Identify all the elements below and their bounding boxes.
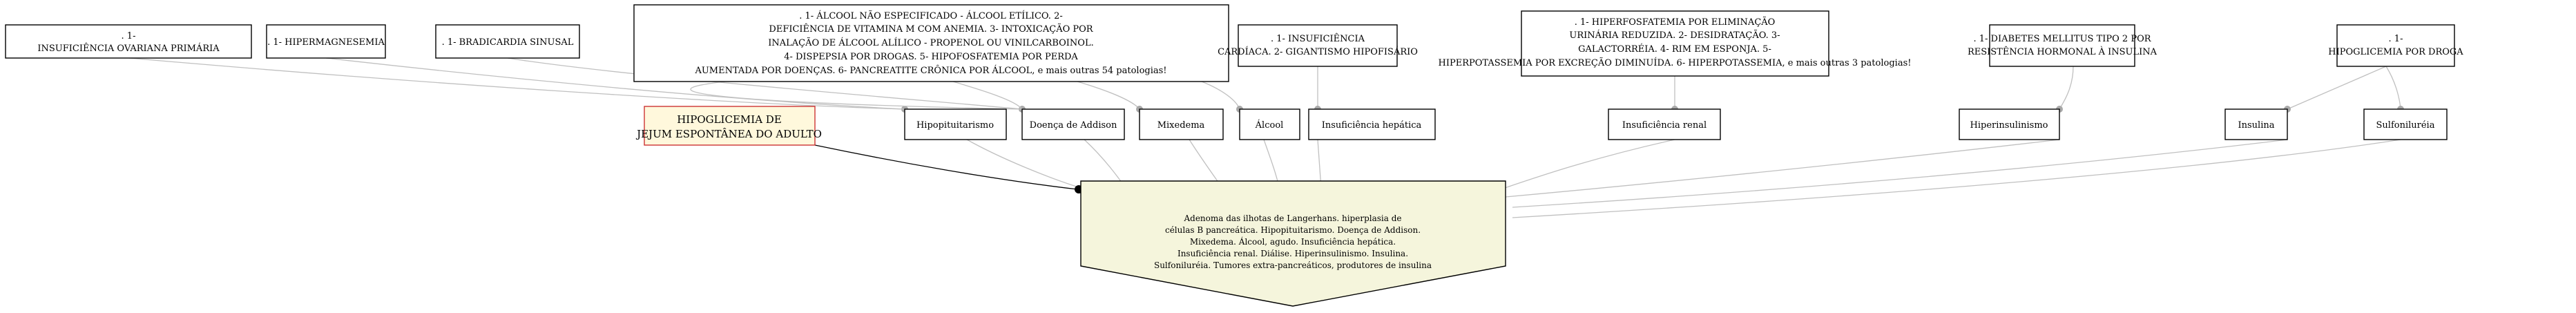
node-line: HIPOGLICEMIA POR DROGA (2328, 47, 2463, 57)
node-line: . 1- INSUFICIÊNCIA (1270, 34, 1365, 44)
node-line: 4- DISPEPSIA POR DROGAS. 5- HIPOFOSFATEMIA POR PERDA (784, 52, 1078, 62)
node-line: . 1- DIABETES MELLITUS TIPO 2 POR (1973, 34, 2151, 44)
main-node[interactable] (635, 106, 822, 145)
cause-node-hepatica[interactable] (1309, 109, 1435, 140)
edge-alcool-mixedema (1077, 82, 1140, 109)
condition-node-ovariana (6, 25, 251, 58)
condition-node-hipermagnesemia (267, 25, 385, 58)
node-label: Mixedema (1157, 120, 1205, 131)
node-label: Doença de Addison (1029, 120, 1117, 131)
cause-node-mixedema[interactable] (1140, 109, 1223, 140)
condition-node-diabetes (1968, 25, 2157, 66)
cause-node-hipopituitarismo[interactable] (905, 109, 1006, 140)
node-line: . 1- HIPERFOSFATEMIA POR ELIMINAÇÃO (1574, 17, 1776, 28)
result-node-line: Sulfoniluréia. Tumores extra-pancreáticos, produtores de insulina (1153, 260, 1432, 270)
node-label: Insulina (2238, 120, 2275, 131)
node-line: . 1- ÁLCOOL NÃO ESPECIFICADO - ÁLCOOL ETÍLICO. 2- (799, 11, 1063, 21)
cause-node-insulina[interactable] (2225, 109, 2287, 140)
cause-node-sulfonilureia[interactable] (2364, 109, 2447, 140)
cause-node-addison[interactable] (1022, 109, 1124, 140)
node-box (2337, 25, 2454, 66)
node-line: . 1- HIPERMAGNESEMIA (267, 37, 385, 48)
node-label: Hiperinsulinismo (1970, 120, 2048, 131)
node-line: . 1- BRADICARDIA SINUSAL (441, 37, 574, 48)
node-label: Insuficiência hepática (1321, 120, 1422, 131)
node-line: . 1- (121, 31, 136, 41)
result-node-line: Insuficiência renal. Diálise. Hiperinsulinismo. Insulina. (1177, 249, 1409, 258)
result-node-line: Adenoma das ilhotas de Langerhans. hiperplasia de (1184, 214, 1402, 223)
main-node-line: JEJUM ESPONTÂNEA DO ADULTO (637, 128, 822, 140)
node-label: Sulfoniluréia (2376, 120, 2435, 131)
node-line: DEFICIÊNCIA DE VITAMINA M COM ANEMIA. 3- INTOXICAÇÃO POR (769, 24, 1093, 35)
cause-node-renal[interactable] (1608, 109, 1720, 140)
result-node[interactable] (1081, 181, 1506, 306)
condition-node-hiperfosfatemia (1439, 11, 1912, 76)
edge-renal-result (1499, 140, 1675, 190)
condition-node-alcool-patologias (634, 5, 1229, 82)
edge-droga-insulina (2287, 66, 2386, 109)
node-box (1990, 25, 2135, 66)
node-label: Insuficiência renal (1622, 120, 1707, 131)
result-node-line: células B pancreática. Hipopituitarismo. Doença de Addison. (1164, 225, 1421, 235)
edge-main-result (815, 145, 1077, 189)
node-line: HIPERPOTASSEMIA POR EXCREÇÃO DIMINUÍDA. 6- HIPERPOTASSEMIA, e mais outras 3 patologias! (1438, 58, 1912, 68)
condition-node-bradicardia (436, 25, 579, 58)
cause-node-hiperinsulinismo[interactable] (1959, 109, 2059, 140)
edge-droga-sulfonilureia (2386, 66, 2401, 109)
node-line: RESISTÊNCIA HORMONAL À INSULINA (1967, 47, 2157, 57)
edge-hipopituitarismo-result (967, 140, 1081, 188)
node-line: INSUFICIÊNCIA OVARIANA PRIMÁRIA (37, 44, 220, 54)
edge-diabetes-hiperinsulinismo (2059, 66, 2073, 109)
node-box (1238, 25, 1397, 66)
condition-node-droga (2328, 25, 2463, 66)
main-edge (815, 145, 1083, 193)
node-line: INALAÇÃO DE ÁLCOOL ALÍLICO - PROPENOL OU VINILCARBOINOL. (768, 38, 1094, 48)
condition-node-cardiaca (1218, 25, 1418, 66)
node-label: Hipopituitarismo (916, 120, 994, 131)
cause-node-alcool[interactable] (1240, 109, 1300, 140)
node-line: AUMENTADA POR DOENÇAS. 6- PANCREATITE CRÔNICA POR ÁLCOOL, e mais outras 54 patologias! (695, 66, 1167, 76)
edge-alcool-alcool (1202, 82, 1240, 109)
node-line: GALACTORRÉIA. 4- RIM EM ESPONJA. 5- (1578, 44, 1771, 55)
node-line: URINÁRIA REDUZIDA. 2- DESIDRATAÇÃO. 3- (1569, 30, 1780, 41)
result-node-line: Mixedema. Álcool, agudo. Insuficiência hepática. (1189, 237, 1396, 247)
edge-alcool-addison-2 (953, 82, 1022, 109)
edge-insulina-result (1512, 140, 2287, 207)
node-line: CARDÍACA. 2- GIGANTISMO HIPOFISÁRIO (1218, 47, 1418, 57)
main-node-line: HIPOGLICEMIA DE (677, 113, 782, 126)
node-line: . 1- (2388, 34, 2403, 44)
node-label: Álcool (1255, 120, 1284, 131)
